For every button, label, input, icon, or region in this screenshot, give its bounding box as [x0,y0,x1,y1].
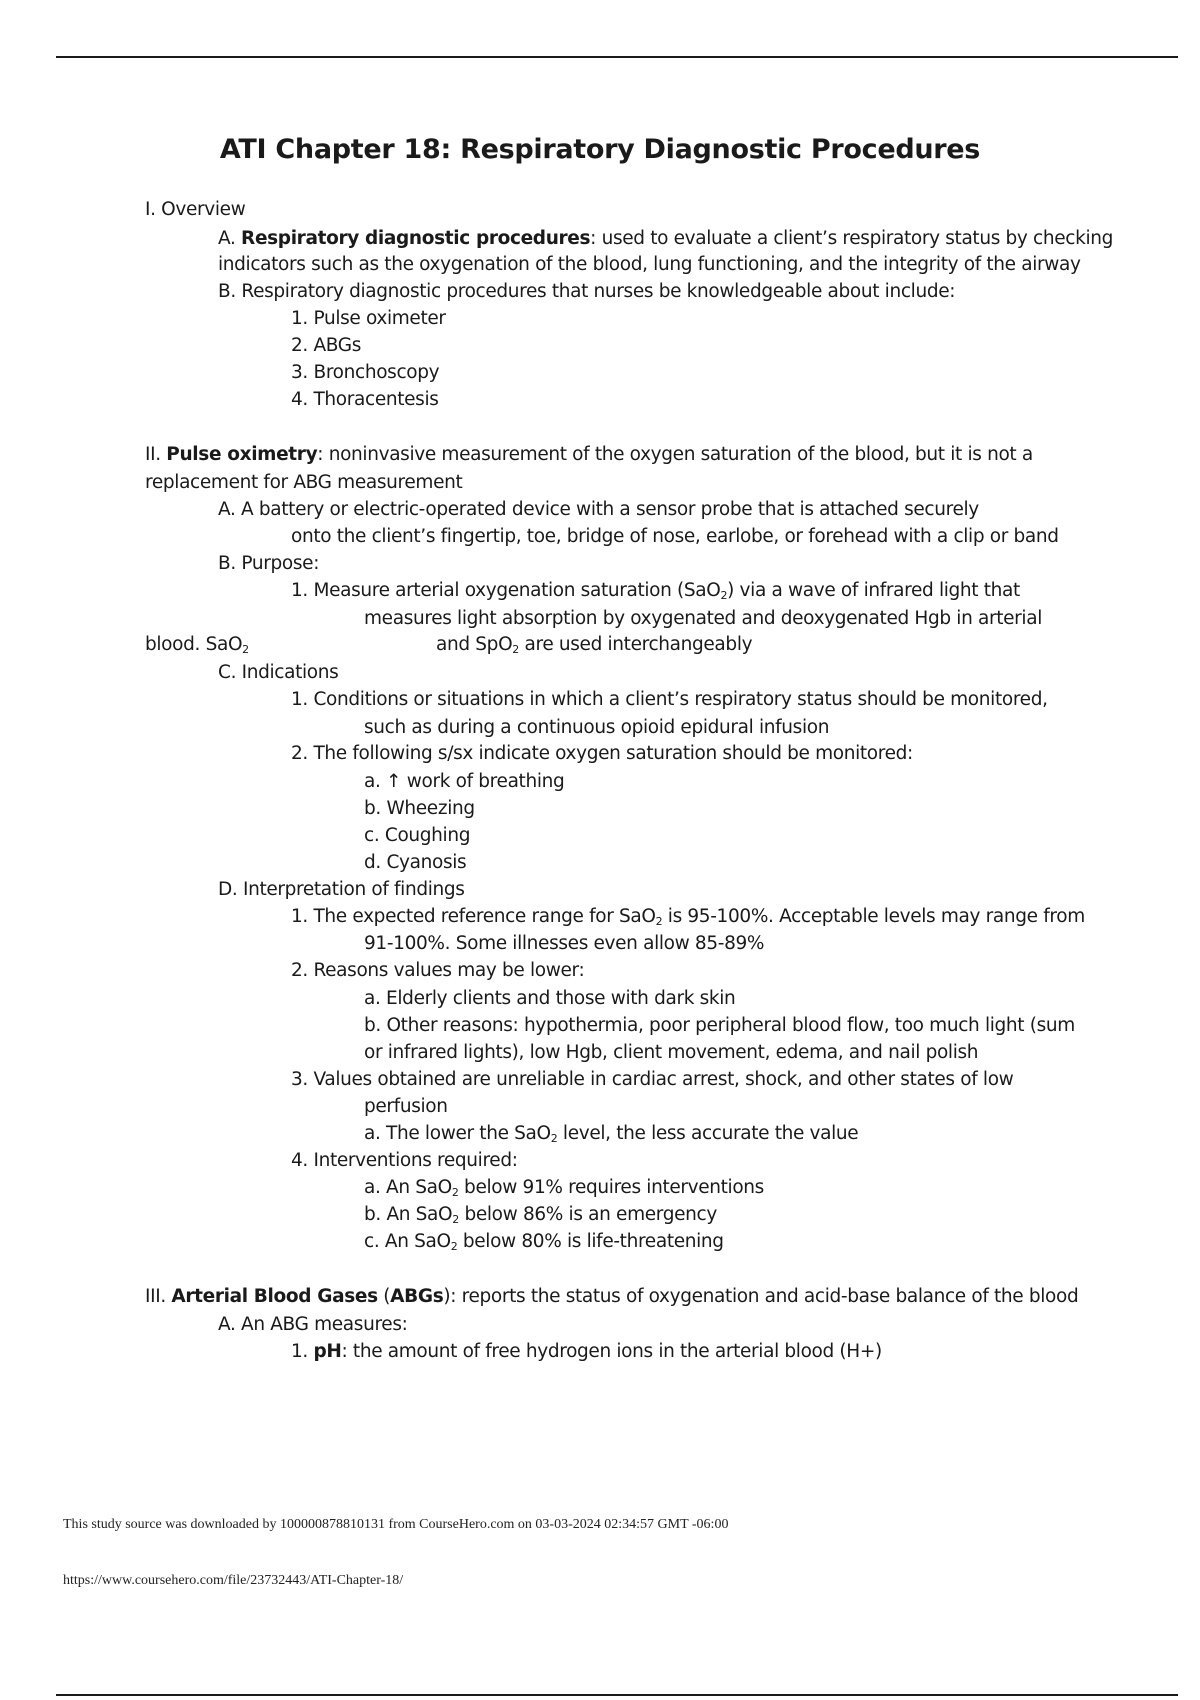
pulse-c2-item: c. Coughing [364,825,471,846]
abg-a: A. An ABG measures: [218,1314,408,1335]
pulse-d4b-pre: b. An SaO [364,1204,453,1225]
pulse-heading [145,444,1033,466]
pulse-d2: 2. Reasons values may be lower: [291,960,585,981]
pulse-b1-blood-text: blood. SaO [145,634,243,655]
pulse-cont: replacement for ABG measurement [145,472,463,493]
overview-a-line [218,228,1113,250]
pulse-b1 [291,580,1020,602]
pulse-b1-cont: measures light absorption by oxygenated and deoxygenated Hgb in arterial [364,608,1042,629]
abg-heading [145,1286,1078,1308]
pulse-d3a [364,1123,858,1145]
abg-prefix: III. [145,1286,172,1307]
pulse-d4c-post: below 80% is life-threatening [457,1231,724,1252]
pulse-d4a [364,1177,764,1199]
overview-item: 2. ABGs [291,335,362,356]
pulse-d2b: b. Other reasons: hypothermia, poor peripheral blood flow, too much light (sum [364,1015,1075,1036]
overview-a-prefix: A. [218,228,242,249]
overview-heading: I. Overview [145,199,246,220]
bottom-rule [56,1694,1178,1696]
subscript: 2 [720,589,728,602]
abg-abbr: ABGs [390,1286,444,1307]
pulse-b: B. Purpose: [218,553,320,574]
top-rule [56,56,1178,58]
pulse-d4b-post: below 86% is an emergency [458,1204,717,1225]
pulse-b1-pre: 1. Measure arterial oxygenation saturation (SaO [291,580,721,601]
pulse-d3-cont: perfusion [364,1096,448,1117]
overview-a-term: Respiratory diagnostic procedures [241,228,591,249]
subscript: 2 [655,915,663,928]
pulse-c2-item: a. ↑ work of breathing [364,771,565,792]
pulse-d1-post: is 95-100%. Acceptable levels may range from [662,906,1085,927]
abg-a1-pre: 1. [291,1341,314,1362]
pulse-d2a: a. Elderly clients and those with dark skin [364,988,736,1009]
pulse-d1-pre: 1. The expected reference range for SaO [291,906,656,927]
pulse-c2-item: b. Wheezing [364,798,475,819]
pulse-d4a-pre: a. An SaO [364,1177,452,1198]
pulse-d4c-pre: c. An SaO [364,1231,451,1252]
pulse-d: D. Interpretation of findings [218,879,465,900]
overview-item: 4. Thoracentesis [291,389,439,410]
pulse-d3a-post: level, the less accurate the value [557,1123,859,1144]
pulse-b1-and [436,634,752,656]
pulse-c1: 1. Conditions or situations in which a client’s respiratory status should be monitored, [291,689,1048,710]
abg-a1-term: pH [313,1341,342,1362]
pulse-a2: onto the client’s fingertip, toe, bridge of nose, earlobe, or forehead with a clip or band [291,526,1059,547]
pulse-c2: 2. The following s/sx indicate oxygen saturation should be monitored: [291,743,913,764]
download-notice: This study source was downloaded by 100000878810131 from CourseHero.com on 03-03-2024 02:34:57 GMT -06:00 [63,1517,729,1532]
subscript: 2 [550,1132,558,1145]
overview-item: 1. Pulse oximeter [291,308,446,329]
pulse-c: C. Indications [218,662,339,683]
abg-paren: ( [377,1286,391,1307]
subscript: 2 [512,643,519,656]
abg-a1 [291,1341,882,1363]
abg-text: ): reports the status of oxygenation and acid-base balance of the blood [443,1286,1079,1307]
pulse-c2-item: d. Cyanosis [364,852,467,873]
pulse-d4b [364,1204,717,1226]
overview-item: 3. Bronchoscopy [291,362,440,383]
source-url[interactable]: https://www.coursehero.com/file/23732443/ATI-Chapter-18/ [63,1573,404,1588]
pulse-d1-cont: 91-100%. Some illnesses even allow 85-89% [364,933,765,954]
abg-term: Arterial Blood Gases [171,1286,378,1307]
pulse-b1-blood [145,634,249,656]
subscript: 2 [242,643,249,656]
pulse-d4c [364,1231,724,1253]
pulse-a1: A. A battery or electric-operated device with a sensor probe that is attached securely [218,499,979,520]
subscript: 2 [452,1213,459,1226]
page-title: ATI Chapter 18: Respiratory Diagnostic Procedures [219,134,981,165]
pulse-d2b-cont: or infrared lights), low Hgb, client movement, edema, and nail polish [364,1042,979,1063]
pulse-c1-cont: such as during a continuous opioid epidural infusion [364,717,830,738]
overview-a-text: : used to evaluate a client’s respiratory status by checking [590,228,1114,249]
pulse-prefix: II. [145,444,167,465]
abg-a1-text: : the amount of free hydrogen ions in the arterial blood (H+) [341,1341,882,1362]
pulse-d3: 3. Values obtained are unreliable in cardiac arrest, shock, and other states of low [291,1069,1014,1090]
subscript: 2 [450,1240,458,1253]
pulse-d4: 4. Interventions required: [291,1150,518,1171]
pulse-d3a-pre: a. The lower the SaO [364,1123,551,1144]
pulse-term: Pulse oximetry [166,444,318,465]
pulse-b1-and-post: are used interchangeably [518,634,753,655]
overview-a-cont: indicators such as the oxygenation of the blood, lung functioning, and the integrity of the airway [218,254,1081,275]
pulse-b1-post: ) via a wave of infrared light that [727,580,1020,601]
pulse-d4a-post: below 91% requires interventions [458,1177,764,1198]
pulse-text: : noninvasive measurement of the oxygen saturation of the blood, but it is not a [317,444,1033,465]
overview-b: B. Respiratory diagnostic procedures that nurses be knowledgeable about include: [218,281,956,302]
pulse-b1-and-text: and SpO [436,634,513,655]
pulse-d1 [291,906,1085,928]
subscript: 2 [451,1186,459,1199]
